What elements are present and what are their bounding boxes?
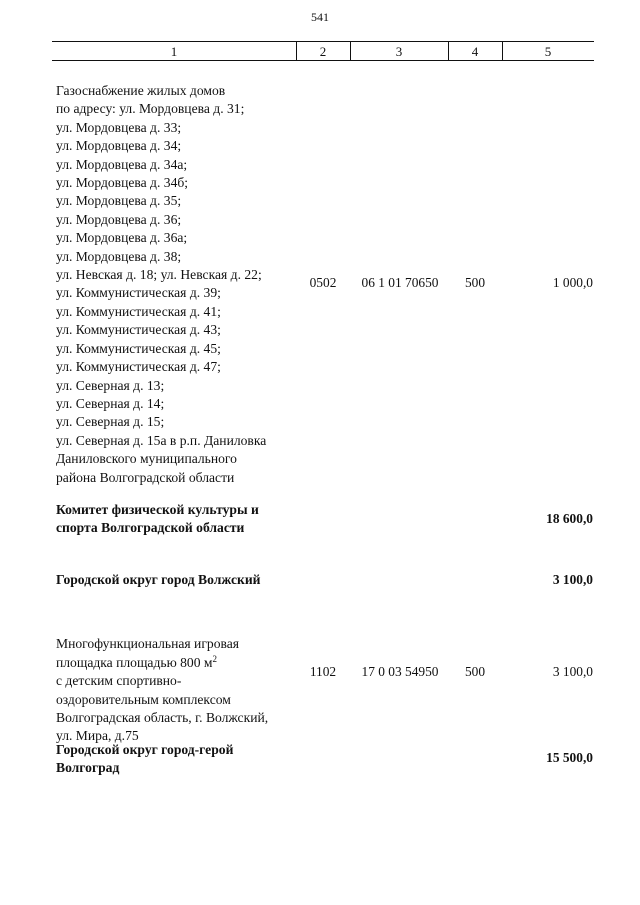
header-col-2: 2	[319, 44, 327, 59]
row-target-code: 06 1 01 70650	[361, 275, 439, 290]
row-target-code: 17 0 03 54950	[361, 664, 439, 679]
row-description-part: с детским спортивно- оздоровительным комплексом Волгоградская область, г. Волжский, ул. Мира, д.75	[56, 673, 269, 744]
row-amount: 18 600,0	[546, 511, 593, 526]
row-amount: 1 000,0	[552, 275, 593, 290]
row-description: Газоснабжение жилых домов по адресу: ул. Мордовцева д. 31; ул. Мордовцева д. 33; ул. Мордовцева д. 34; ул. Мордовцева д. 34а; ул. Мордовцева д. 34б; ул. Мордовцева д. 35; ул. Мордовцева д. 36; ул. Мордовцева д. 36а; ул. Мордовцева д. 38; ул. Невская д. 18; ул. Невская д. 22; ул. Коммунистическая д. 39; ул. Коммунистическая д. 41; ул. Коммунистическая д. 43; ул. Коммунистическая д. 45; ул. Коммунистическая д. 47; ул. Северная д. 13; ул. Северная д. 14; ул. Северная д. 15; ул. Северная д. 15а в р.п. Даниловка Даниловского муниципального района Волгоградской области	[56, 83, 267, 485]
header-col-4: 4	[471, 44, 479, 59]
row-section-code: 0502	[309, 275, 337, 290]
row-amount: 15 500,0	[546, 750, 593, 765]
row-amount: 3 100,0	[552, 572, 593, 587]
row-description: Городской округ город-герой Волгоград	[56, 742, 234, 776]
row-description: Комитет физической культуры и спорта Волгоградской области	[56, 502, 259, 536]
header-bottom-rule	[52, 60, 594, 61]
row-expense-kind: 500	[464, 275, 486, 290]
row-expense-kind: 500	[464, 664, 486, 679]
row-amount: 3 100,0	[552, 664, 593, 679]
row-section-code: 1102	[309, 664, 337, 679]
header-top-rule	[52, 41, 594, 42]
header-col-5: 5	[544, 44, 552, 59]
page-number: 541	[311, 10, 329, 24]
row-description-part: Многофункциональная игровая площадка площадью 800 м	[56, 636, 240, 670]
row-description: Городской округ город Волжский	[56, 572, 261, 587]
superscript: 2	[212, 653, 218, 664]
header-col-1: 1	[170, 44, 178, 59]
header-col-3: 3	[395, 44, 403, 59]
